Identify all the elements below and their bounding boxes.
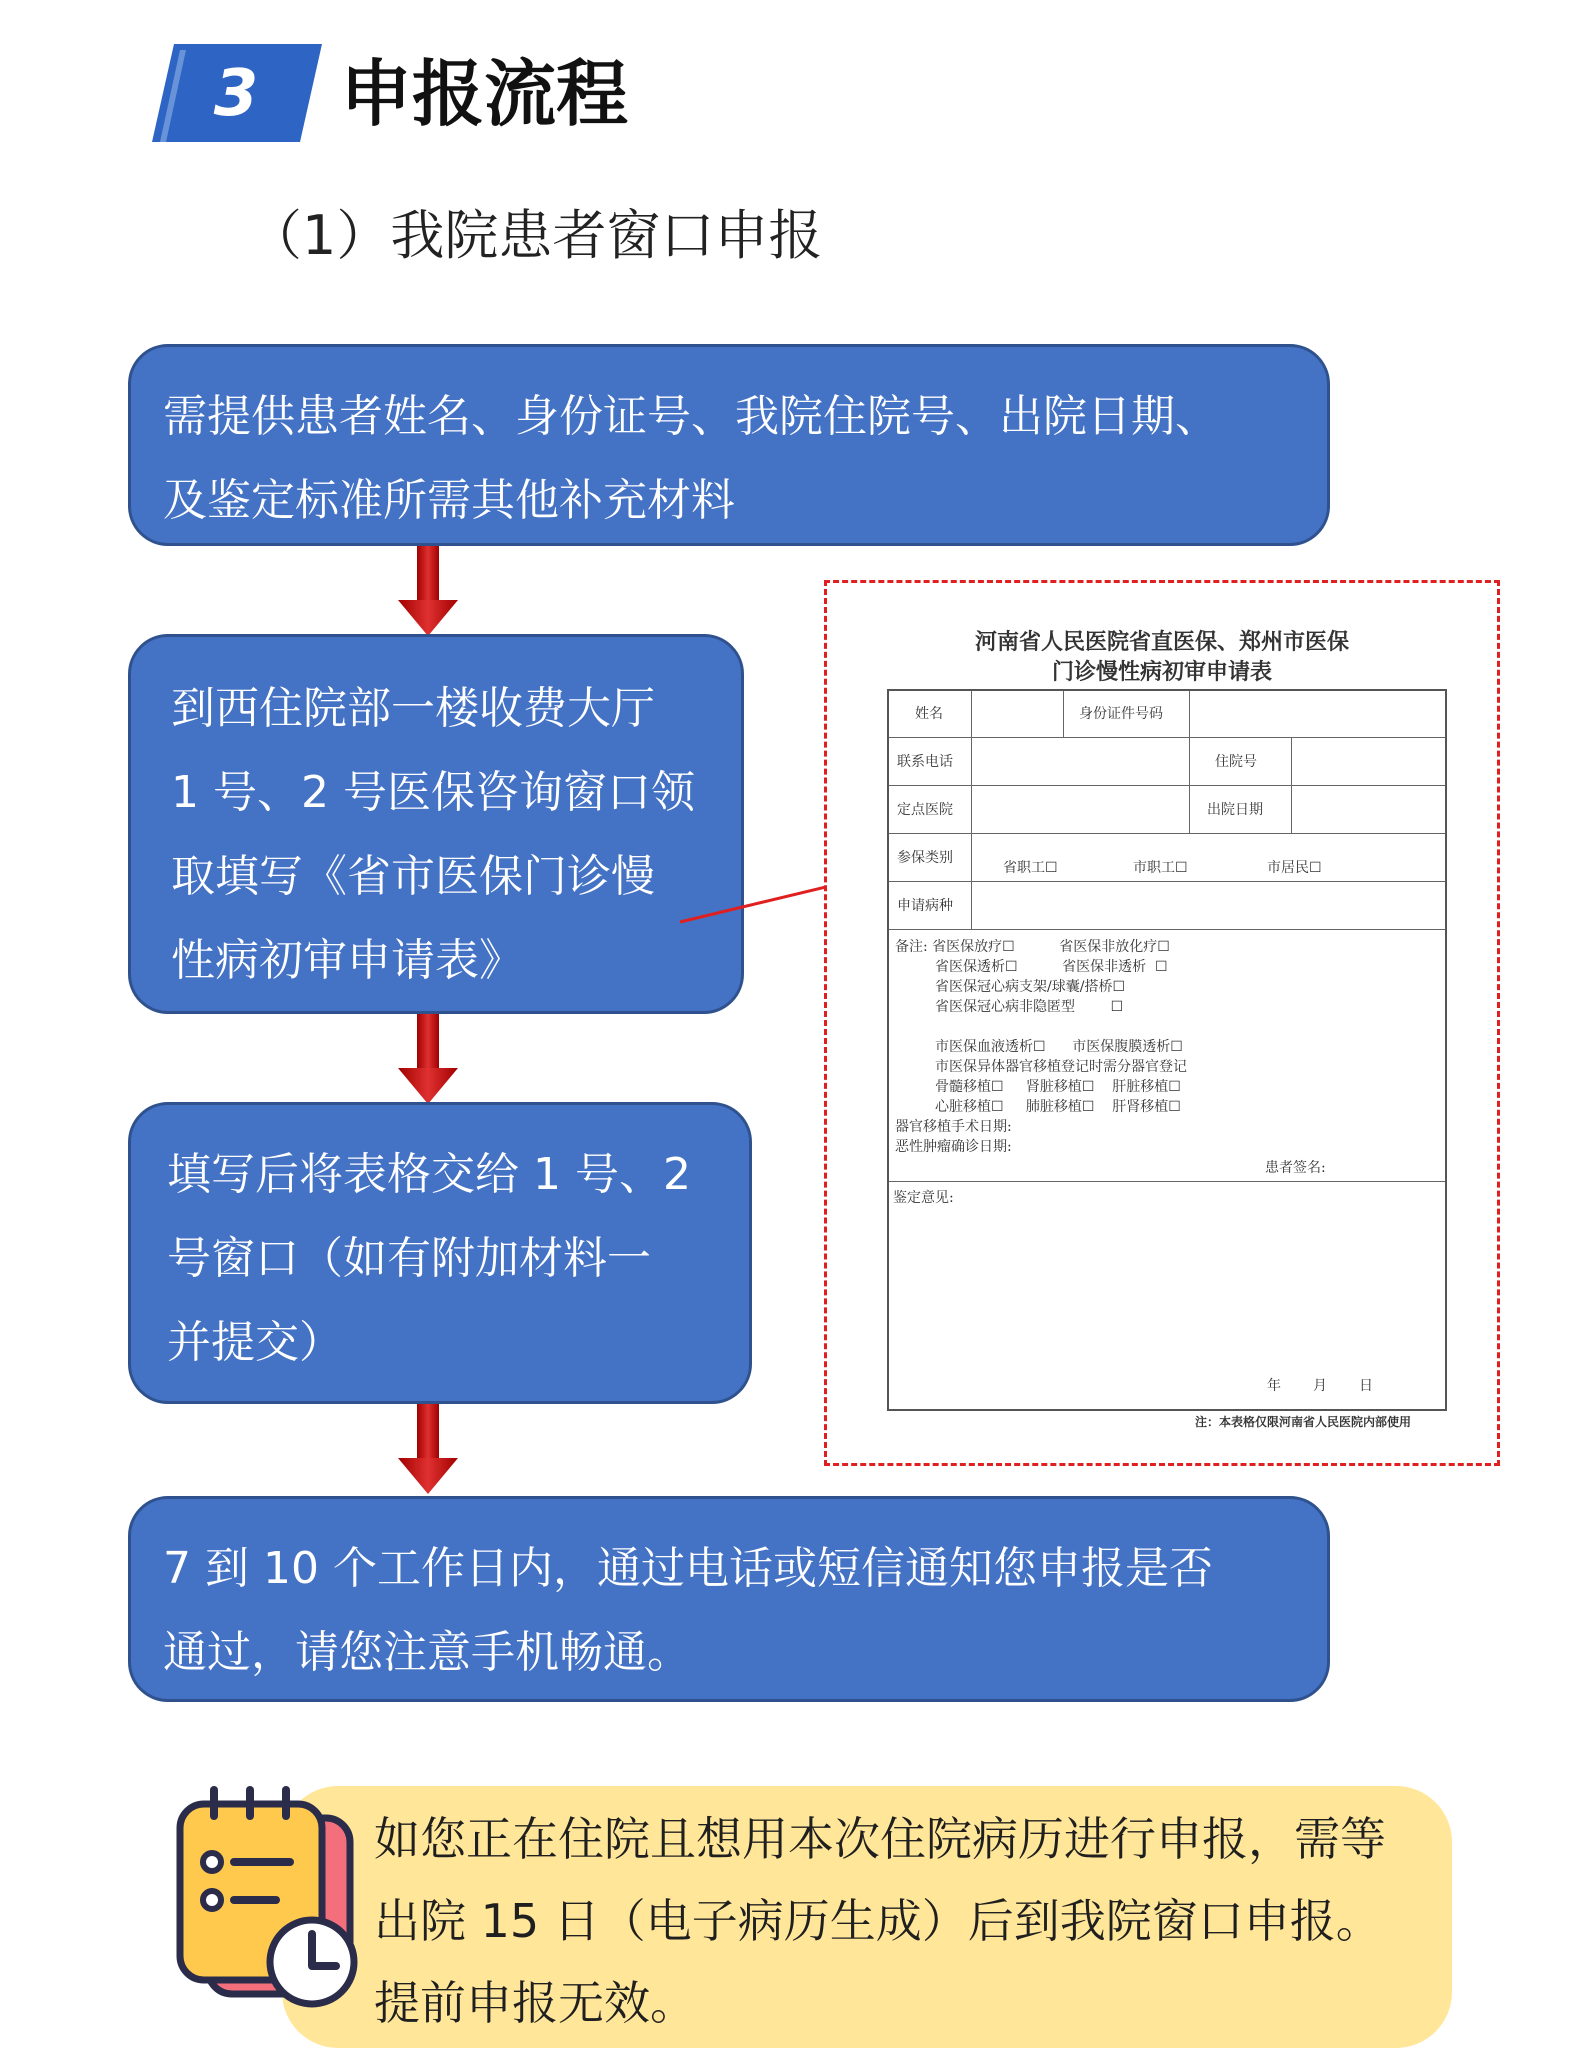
form-year: 年 <box>1267 1378 1281 1394</box>
subtitle: （1）我院患者窗口申报 <box>248 204 823 267</box>
form-option-city-resident: 市居民☐ <box>1267 860 1322 876</box>
step-4-box <box>128 1496 1330 1702</box>
down-arrow-icon <box>398 546 458 638</box>
form-field-name: 姓名 <box>915 706 943 722</box>
form-title-line1: 河南省人民医院省直医保、郑州市医保 <box>974 629 1349 655</box>
down-arrow-icon <box>398 1404 458 1496</box>
step-1-box <box>128 344 1330 546</box>
form-footnote: 注：本表格仅限河南省人民医院内部使用 <box>1194 1415 1411 1429</box>
form-option-provincial-worker: 省职工☐ <box>1003 860 1058 876</box>
section-number: 3 <box>213 57 259 131</box>
notice-text: 如您正在住院且想用本次住院病历进行申报，需等 出院 15 日（电子病历生成）后到我院窗口申报。 提前申报无效。 <box>374 1812 1386 2030</box>
step-2-text: 到西住院部一楼收费大厅 1 号、2 号医保咨询窗口领 取填写《省市医保门诊慢 性病初审申请表》 <box>171 683 695 986</box>
step-4-text: 7 到 10 个工作日内，通过电话或短信通知您申报是否 通过，请您注意手机畅通。 <box>163 1543 1213 1678</box>
section-title: 申报流程 <box>340 52 629 136</box>
down-arrow-icon <box>398 1014 458 1106</box>
clipboard-clock-icon <box>172 1786 368 2016</box>
form-table <box>887 689 1447 1411</box>
form-field-id: 身份证件号码 <box>1079 706 1163 722</box>
form-field-hospital: 定点医院 <box>897 802 953 818</box>
form-title-line2: 门诊慢性病初审申请表 <box>1051 659 1272 685</box>
step-3-text: 填写后将表格交给 1 号、2 号窗口（如有附加材料一 并提交） <box>167 1149 691 1368</box>
form-day: 日 <box>1359 1378 1373 1394</box>
form-field-insurance: 参保类别 <box>897 850 953 866</box>
form-option-city-worker: 市职工☐ <box>1133 860 1188 876</box>
form-opinion: 鉴定意见: <box>893 1190 954 1206</box>
form-notes: 备注: 省医保放疗☐ 省医保非放化疗☐ 省医保透析☐ 省医保非透析 ☐ 省医保冠心病支架/球囊/搭桥☐ 省医保冠心病非隐匿型 ☐ 市医保血液透析☐ 市医保腹膜透析☐ 市医保异体器官移植登记时需分器官登记 骨髓移植☐ 肾脏移植☐ 肝脏移植☐ 心脏移植☐ 肺脏移植☐ 肝肾移植☐ 器官移植手术日期: 恶性肿瘤确诊日期: <box>895 939 1188 1155</box>
step-2-box <box>128 634 744 1014</box>
form-field-phone: 联系电话 <box>897 754 953 770</box>
form-field-discharge: 出院日期 <box>1207 802 1263 818</box>
application-form-image <box>824 580 1500 1466</box>
form-field-admission: 住院号 <box>1215 754 1257 770</box>
step-1-text: 需提供患者姓名、身份证号、我院住院号、出院日期、 及鉴定标准所需其他补充材料 <box>163 391 1219 526</box>
step-3-box <box>128 1102 752 1404</box>
form-month: 月 <box>1313 1378 1327 1394</box>
form-field-disease: 申请病种 <box>897 898 953 914</box>
form-patient-sign: 患者签名: <box>1265 1160 1326 1176</box>
